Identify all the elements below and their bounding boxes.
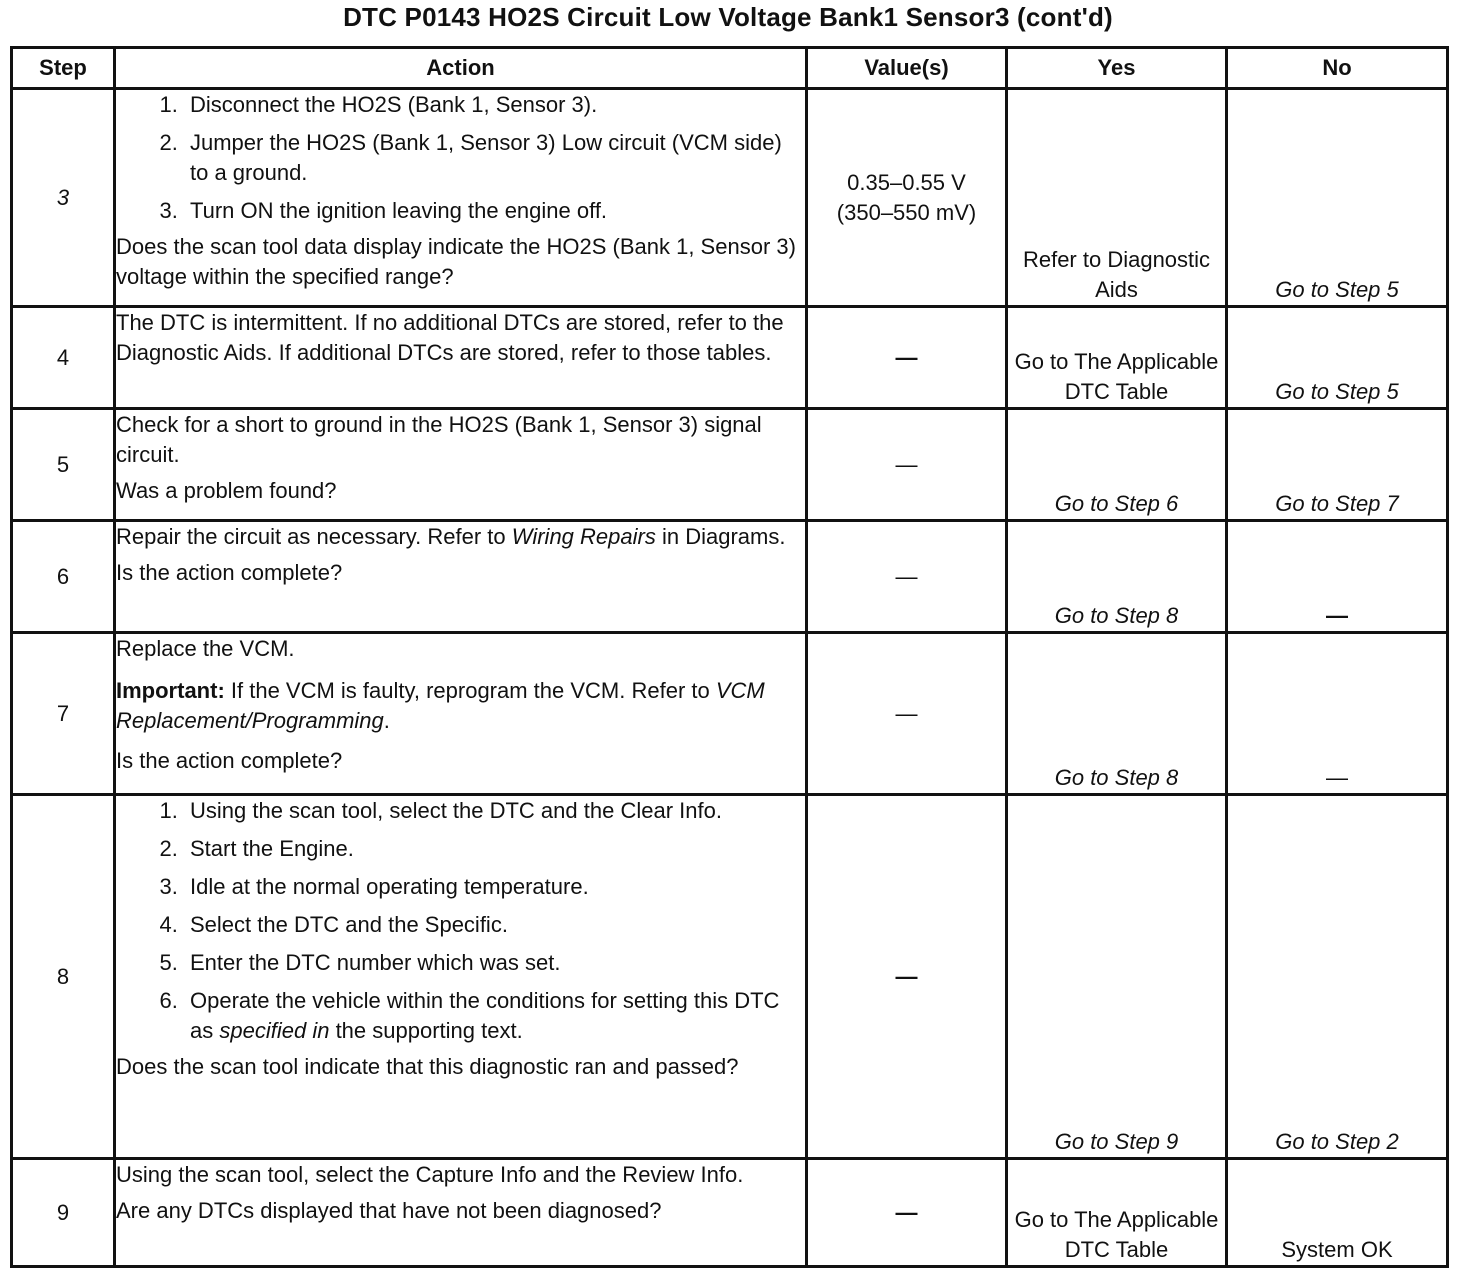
page-title: DTC P0143 HO2S Circuit Low Voltage Bank1 Sensor3 (cont'd) — [343, 2, 1113, 32]
value-cell: — — [807, 795, 1007, 1159]
step-number: 3 — [12, 89, 115, 307]
diagnostic-table — [10, 46, 1449, 1268]
action-question: Is the action complete? — [116, 560, 343, 585]
list-item: 1. Using the scan tool, select the DTC and the Clear Info. — [184, 796, 805, 826]
yes-cell: Refer to Diagnostic Aids — [1007, 89, 1227, 307]
list-item: 5. Enter the DTC number which was set. — [184, 948, 805, 978]
action-text: Repair the circuit as necessary. Refer to Wiring Repairs in Diagrams. — [116, 524, 786, 549]
list-item: 4. Select the DTC and the Specific. — [184, 910, 805, 940]
no-cell: System OK — [1227, 1159, 1448, 1267]
table-header-row — [12, 48, 1448, 89]
yes-cell: Go to Step 8 — [1007, 521, 1227, 633]
yes-cell: Go to Step 6 — [1007, 409, 1227, 521]
list-item: 2. Jumper the HO2S (Bank 1, Sensor 3) Low circuit (VCM side) to a ground. — [184, 128, 805, 188]
header-yes: Yes — [1007, 48, 1227, 89]
no-cell: Go to Step 5 — [1227, 89, 1448, 307]
action-cell — [115, 307, 807, 409]
action-cell — [115, 633, 807, 795]
important-note: Important: If the VCM is faulty, reprogram the VCM. Refer to VCM Replacement/Programming. — [116, 678, 765, 733]
yes-cell: Go to Step 8 — [1007, 633, 1227, 795]
step-number: 5 — [12, 409, 115, 521]
step-number: 9 — [12, 1159, 115, 1267]
header-no: No — [1227, 48, 1448, 89]
action-steps-list — [116, 90, 805, 226]
value-cell: — — [807, 307, 1007, 409]
action-cell — [115, 409, 807, 521]
vcm-replacement-reference: VCM Replacement/Programming — [116, 678, 765, 733]
step-number: 8 — [12, 795, 115, 1159]
no-cell: Go to Step 5 — [1227, 307, 1448, 409]
table-row-step-5 — [12, 409, 1448, 521]
yes-cell: Go to The Applicable DTC Table — [1007, 1159, 1227, 1267]
table-row-step-7 — [12, 633, 1448, 795]
value-volts: 0.35–0.55 V — [847, 169, 966, 195]
important-label: Important: — [116, 678, 225, 703]
value-cell: — — [807, 633, 1007, 795]
action-cell — [115, 795, 807, 1159]
action-text: Check for a short to ground in the HO2S (Bank 1, Sensor 3) signal circuit. — [116, 412, 762, 467]
header-action: Action — [115, 48, 807, 89]
action-text: The DTC is intermittent. If no additional DTCs are stored, refer to the Diagnostic Aids. If additional DTCs are stored, refer to those tables. — [116, 310, 784, 365]
value-cell: — — [807, 409, 1007, 521]
value-cell: — — [807, 1159, 1007, 1267]
no-cell: — — [1227, 521, 1448, 633]
value-cell — [807, 89, 1007, 307]
action-question: Is the action complete? — [116, 748, 343, 773]
action-steps-list — [116, 796, 805, 1046]
table-row-step-9 — [12, 1159, 1448, 1267]
list-item: 3. Turn ON the ignition leaving the engine off. — [184, 196, 805, 226]
action-cell — [115, 521, 807, 633]
wiring-repairs-reference: Wiring Repairs — [511, 524, 656, 549]
list-item: 1. Disconnect the HO2S (Bank 1, Sensor 3). — [184, 90, 805, 120]
list-item: 3. Idle at the normal operating temperature. — [184, 872, 805, 902]
action-question: Are any DTCs displayed that have not been diagnosed? — [116, 1198, 662, 1223]
table-row-step-3 — [12, 89, 1448, 307]
action-question: Does the scan tool data display indicate the HO2S (Bank 1, Sensor 3) voltage within the specified range? — [116, 234, 796, 289]
step-number: 7 — [12, 633, 115, 795]
list-item: 2. Start the Engine. — [184, 834, 805, 864]
step-number: 6 — [12, 521, 115, 633]
header-values: Value(s) — [807, 48, 1007, 89]
no-cell: Go to Step 2 — [1227, 795, 1448, 1159]
step-number: 4 — [12, 307, 115, 409]
yes-cell: Go to Step 9 — [1007, 795, 1227, 1159]
yes-cell: Go to The Applicable DTC Table — [1007, 307, 1227, 409]
action-text: Using the scan tool, select the Capture Info and the Review Info. — [116, 1162, 744, 1187]
action-question: Was a problem found? — [116, 478, 337, 503]
action-question: Does the scan tool indicate that this diagnostic ran and passed? — [116, 1054, 739, 1079]
table-row-step-6 — [12, 521, 1448, 633]
table-row-step-8 — [12, 795, 1448, 1159]
action-cell — [115, 89, 807, 307]
list-item: 6. Operate the vehicle within the conditions for setting this DTC as specified in the supporting text. — [184, 986, 805, 1046]
header-step: Step — [12, 48, 115, 89]
action-text: Replace the VCM. — [116, 636, 295, 661]
no-cell: — — [1227, 633, 1448, 795]
no-cell: Go to Step 7 — [1227, 409, 1448, 521]
value-millivolts: (350–550 mV) — [836, 199, 977, 225]
value-cell: — — [807, 521, 1007, 633]
action-cell — [115, 1159, 807, 1267]
table-row-step-4 — [12, 307, 1448, 409]
